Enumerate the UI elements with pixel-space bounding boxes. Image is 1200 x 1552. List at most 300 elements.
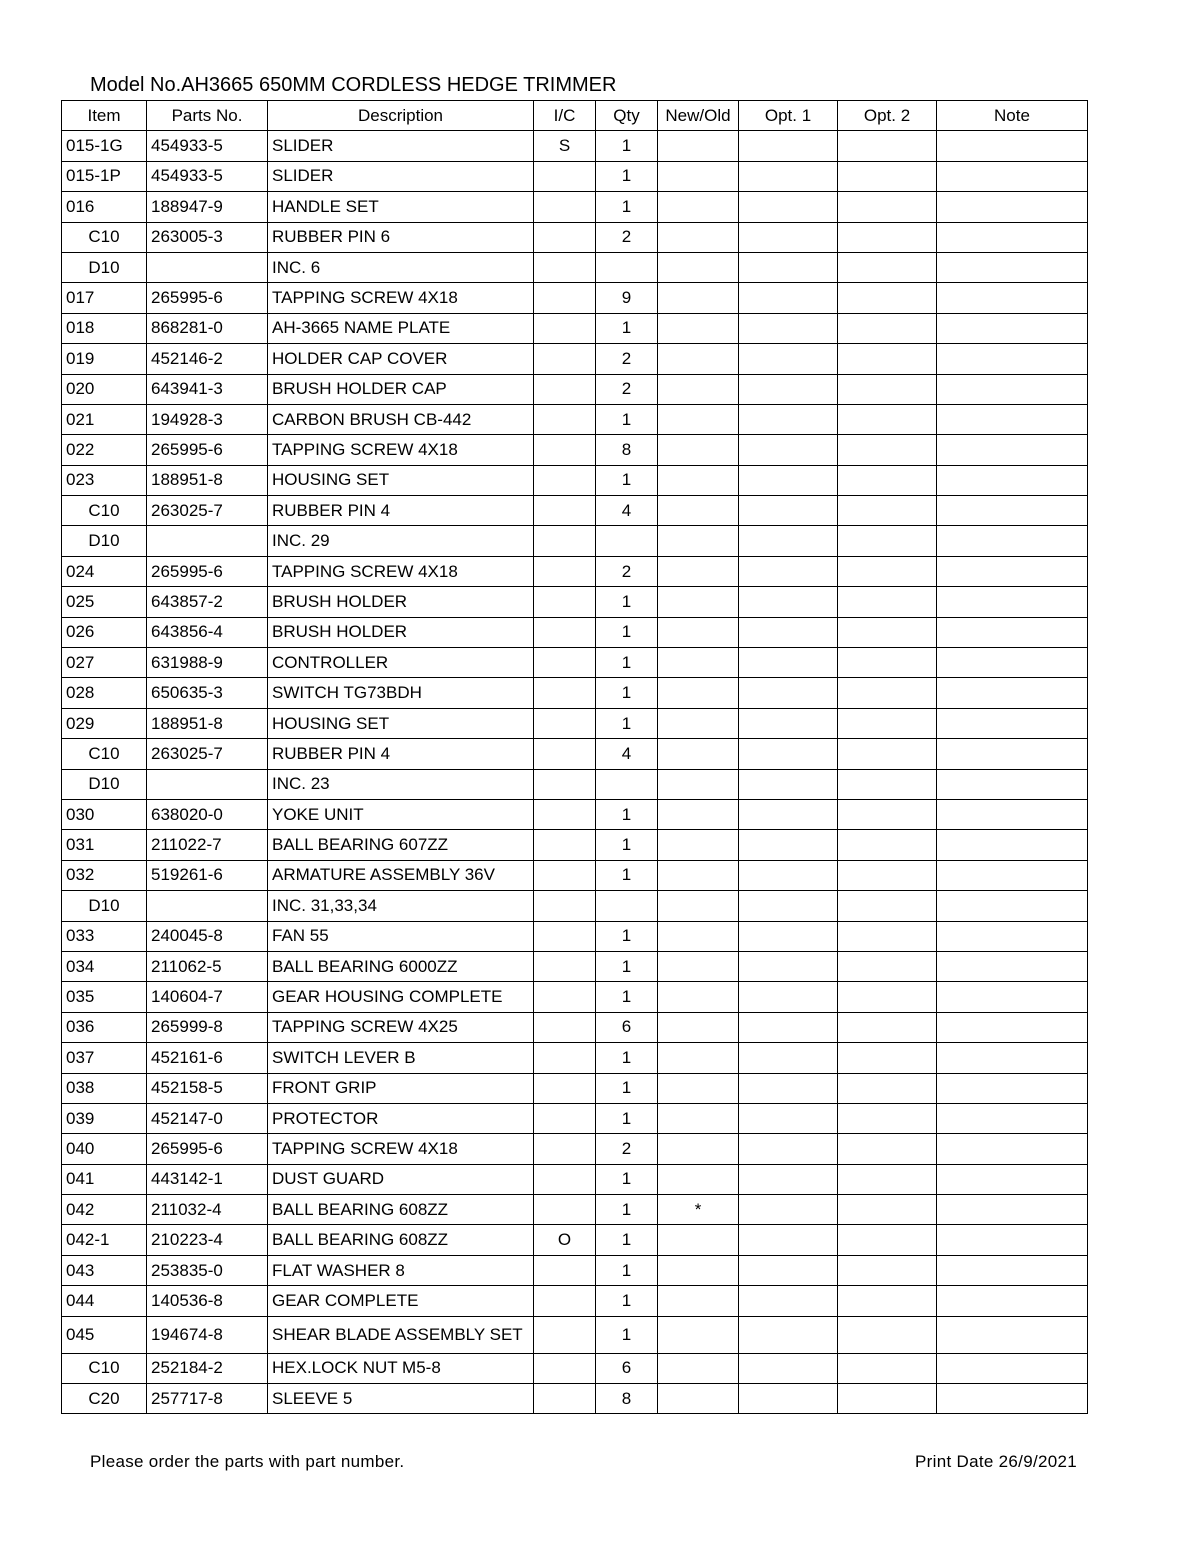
new-old-cell [658,222,739,252]
opt2-cell [838,526,937,556]
opt1-cell [739,799,838,829]
note-cell [937,344,1088,374]
new-old-cell [658,1316,739,1353]
qty-cell: 1 [596,921,658,951]
item-cell: 021 [62,404,147,434]
table-row [62,131,1088,161]
new-old-cell [658,891,739,921]
table-row [62,161,1088,191]
opt2-cell [838,708,937,738]
description-cell: HANDLE SET [268,192,534,222]
opt1-cell [739,951,838,981]
note-cell [937,1073,1088,1103]
qty-cell: 4 [596,496,658,526]
table-row [62,192,1088,222]
opt1-cell [739,678,838,708]
table-row [62,1316,1088,1353]
item-cell: 045 [62,1316,147,1353]
qty-cell: 1 [596,1073,658,1103]
description-cell: TAPPING SCREW 4X18 [268,283,534,313]
description-cell: BALL BEARING 608ZZ [268,1195,534,1225]
item-cell: 019 [62,344,147,374]
new-old-cell [658,860,739,890]
ic-cell [534,921,596,951]
ic-cell [534,404,596,434]
table-row [62,1195,1088,1225]
ic-cell [534,830,596,860]
item-cell: 034 [62,951,147,981]
table-row [62,1073,1088,1103]
opt2-cell [838,587,937,617]
ic-cell [534,1103,596,1133]
parts-no-cell: 252184-2 [147,1353,268,1383]
description-cell: TAPPING SCREW 4X18 [268,1134,534,1164]
new-old-cell [658,799,739,829]
parts-no-cell: 211022-7 [147,830,268,860]
opt1-cell [739,1073,838,1103]
item-cell: 027 [62,648,147,678]
note-cell [937,678,1088,708]
item-cell: C10 [62,1353,147,1383]
note-cell [937,1012,1088,1042]
new-old-cell [658,1043,739,1073]
description-cell: HOUSING SET [268,465,534,495]
parts-no-cell: 265995-6 [147,1134,268,1164]
parts-no-cell: 638020-0 [147,799,268,829]
opt1-cell [739,1164,838,1194]
parts-no-cell: 253835-0 [147,1255,268,1285]
description-cell: HOLDER CAP COVER [268,344,534,374]
item-cell: 041 [62,1164,147,1194]
new-old-cell [658,496,739,526]
table-row [62,556,1088,586]
parts-no-cell: 188951-8 [147,708,268,738]
parts-no-cell [147,252,268,282]
new-old-cell [658,465,739,495]
table-row [62,222,1088,252]
note-cell [937,313,1088,343]
opt2-cell [838,1073,937,1103]
parts-no-cell: 265995-6 [147,283,268,313]
ic-cell [534,374,596,404]
ic-cell [534,1012,596,1042]
description-cell: BALL BEARING 6000ZZ [268,951,534,981]
parts-no-cell: 454933-5 [147,131,268,161]
ic-cell [534,739,596,769]
qty-cell: 1 [596,678,658,708]
table-row [62,283,1088,313]
new-old-cell [658,1225,739,1255]
parts-no-cell: 443142-1 [147,1164,268,1194]
qty-cell: 2 [596,1134,658,1164]
parts-no-cell: 265999-8 [147,1012,268,1042]
description-cell: YOKE UNIT [268,799,534,829]
parts-no-cell: 140536-8 [147,1286,268,1316]
item-cell: 037 [62,1043,147,1073]
new-old-cell [658,1073,739,1103]
ic-cell [534,860,596,890]
opt1-cell [739,617,838,647]
column-header-note: Note [937,101,1088,131]
parts-no-cell: 452146-2 [147,344,268,374]
opt1-cell [739,526,838,556]
new-old-cell [658,1012,739,1042]
item-cell: C10 [62,739,147,769]
opt2-cell [838,131,937,161]
opt1-cell [739,252,838,282]
qty-cell [596,769,658,799]
ic-cell [534,192,596,222]
new-old-cell [658,1384,739,1414]
item-cell: 022 [62,435,147,465]
opt2-cell [838,1043,937,1073]
table-row [62,1012,1088,1042]
description-cell: FAN 55 [268,921,534,951]
opt2-cell [838,921,937,951]
description-cell: PROTECTOR [268,1103,534,1133]
item-cell: 018 [62,313,147,343]
table-row [62,951,1088,981]
note-cell [937,131,1088,161]
opt2-cell [838,1134,937,1164]
ic-cell [534,648,596,678]
ic-cell [534,982,596,1012]
parts-no-cell: 643856-4 [147,617,268,647]
item-cell: 043 [62,1255,147,1285]
new-old-cell [658,404,739,434]
opt2-cell [838,435,937,465]
table-row [62,739,1088,769]
parts-no-cell: 650635-3 [147,678,268,708]
qty-cell: 6 [596,1012,658,1042]
parts-no-cell: 454933-5 [147,161,268,191]
column-header-qty: Qty [596,101,658,131]
item-cell: C10 [62,496,147,526]
qty-cell: 1 [596,1195,658,1225]
opt2-cell [838,161,937,191]
parts-table [61,100,1088,1414]
opt1-cell [739,1103,838,1133]
table-row [62,982,1088,1012]
description-cell: BRUSH HOLDER CAP [268,374,534,404]
note-cell [937,830,1088,860]
opt2-cell [838,678,937,708]
print-date: Print Date 26/9/2021 [915,1452,1077,1471]
parts-no-cell: 265995-6 [147,435,268,465]
table-row [62,404,1088,434]
opt1-cell [739,830,838,860]
ic-cell [534,1353,596,1383]
description-cell: HEX.LOCK NUT M5-8 [268,1353,534,1383]
qty-cell: 1 [596,860,658,890]
table-row [62,496,1088,526]
opt1-cell [739,435,838,465]
new-old-cell [658,678,739,708]
ic-cell [534,465,596,495]
opt1-cell [739,161,838,191]
note-cell [937,951,1088,981]
opt1-cell [739,739,838,769]
parts-table-body [62,131,1088,1414]
qty-cell: 2 [596,556,658,586]
ic-cell [534,1073,596,1103]
note-cell [937,1164,1088,1194]
parts-no-cell: 211062-5 [147,951,268,981]
table-row [62,1255,1088,1285]
parts-no-cell: 240045-8 [147,921,268,951]
opt2-cell [838,556,937,586]
opt1-cell [739,283,838,313]
description-cell: BRUSH HOLDER [268,587,534,617]
parts-no-cell: 519261-6 [147,860,268,890]
qty-cell: 1 [596,404,658,434]
opt2-cell [838,496,937,526]
note-cell [937,252,1088,282]
opt1-cell [739,921,838,951]
parts-no-cell: 263025-7 [147,739,268,769]
new-old-cell [658,1164,739,1194]
description-cell: RUBBER PIN 4 [268,739,534,769]
qty-cell: 8 [596,1384,658,1414]
new-old-cell [658,648,739,678]
qty-cell: 1 [596,1286,658,1316]
ic-cell [534,222,596,252]
description-cell: INC. 23 [268,769,534,799]
ic-cell [534,556,596,586]
new-old-cell [658,192,739,222]
table-row [62,617,1088,647]
note-cell [937,1255,1088,1285]
qty-cell: 8 [596,435,658,465]
table-row [62,1225,1088,1255]
ic-cell: O [534,1225,596,1255]
table-row [62,769,1088,799]
note-cell [937,1134,1088,1164]
item-cell: 015-1G [62,131,147,161]
parts-no-cell [147,891,268,921]
item-cell: 035 [62,982,147,1012]
description-cell: GEAR COMPLETE [268,1286,534,1316]
description-cell: CONTROLLER [268,648,534,678]
table-row [62,587,1088,617]
opt1-cell [739,1043,838,1073]
new-old-cell [658,739,739,769]
note-cell [937,739,1088,769]
ic-cell [534,252,596,282]
note-cell [937,465,1088,495]
description-cell: CARBON BRUSH CB-442 [268,404,534,434]
ic-cell [534,1195,596,1225]
opt2-cell [838,313,937,343]
note-cell [937,161,1088,191]
ic-cell [534,891,596,921]
opt1-cell [739,1195,838,1225]
new-old-cell [658,617,739,647]
qty-cell: 1 [596,1225,658,1255]
description-cell: RUBBER PIN 4 [268,496,534,526]
note-cell [937,192,1088,222]
description-cell: SLIDER [268,131,534,161]
ic-cell [534,951,596,981]
parts-no-cell [147,769,268,799]
table-row [62,374,1088,404]
ic-cell [534,587,596,617]
ic-cell [534,496,596,526]
opt1-cell [739,1255,838,1285]
ic-cell [534,1384,596,1414]
opt2-cell [838,1195,937,1225]
table-row [62,860,1088,890]
description-cell: ARMATURE ASSEMBLY 36V [268,860,534,890]
column-header-parts-no: Parts No. [147,101,268,131]
item-cell: 015-1P [62,161,147,191]
item-cell: C10 [62,222,147,252]
note-cell [937,860,1088,890]
opt1-cell [739,404,838,434]
description-cell: SWITCH TG73BDH [268,678,534,708]
table-row [62,1286,1088,1316]
note-cell [937,799,1088,829]
item-cell: D10 [62,526,147,556]
item-cell: 042 [62,1195,147,1225]
description-cell: BALL BEARING 608ZZ [268,1225,534,1255]
qty-cell: 1 [596,830,658,860]
note-cell [937,1195,1088,1225]
opt2-cell [838,799,937,829]
ic-cell [534,344,596,374]
parts-no-cell: 643941-3 [147,374,268,404]
opt1-cell [739,648,838,678]
note-cell [937,526,1088,556]
opt1-cell [739,860,838,890]
note-cell [937,1353,1088,1383]
new-old-cell [658,526,739,556]
opt2-cell [838,192,937,222]
new-old-cell [658,252,739,282]
description-cell: BALL BEARING 607ZZ [268,830,534,860]
parts-no-cell: 257717-8 [147,1384,268,1414]
opt1-cell [739,465,838,495]
note-cell [937,982,1088,1012]
description-cell: AH-3665 NAME PLATE [268,313,534,343]
note-cell [937,587,1088,617]
table-row [62,435,1088,465]
ic-cell [534,313,596,343]
parts-no-cell: 631988-9 [147,648,268,678]
opt2-cell [838,465,937,495]
parts-no-cell: 265995-6 [147,556,268,586]
item-cell: 016 [62,192,147,222]
qty-cell: 2 [596,344,658,374]
opt1-cell [739,769,838,799]
qty-cell: 2 [596,222,658,252]
item-cell: 030 [62,799,147,829]
description-cell: GEAR HOUSING COMPLETE [268,982,534,1012]
note-cell [937,769,1088,799]
table-row [62,891,1088,921]
description-cell: SWITCH LEVER B [268,1043,534,1073]
new-old-cell [658,556,739,586]
ic-cell [534,678,596,708]
note-cell [937,1384,1088,1414]
table-row [62,921,1088,951]
description-cell: FRONT GRIP [268,1073,534,1103]
opt1-cell [739,131,838,161]
opt2-cell [838,648,937,678]
item-cell: 029 [62,708,147,738]
ic-cell [534,526,596,556]
new-old-cell [658,982,739,1012]
qty-cell: 1 [596,799,658,829]
description-cell: SLEEVE 5 [268,1384,534,1414]
item-cell: 031 [62,830,147,860]
opt2-cell [838,891,937,921]
item-cell: 017 [62,283,147,313]
ic-cell [534,1316,596,1353]
order-note: Please order the parts with part number. [90,1452,405,1471]
ic-cell [534,435,596,465]
opt2-cell [838,1316,937,1353]
description-cell: DUST GUARD [268,1164,534,1194]
parts-no-cell: 140604-7 [147,982,268,1012]
column-header-opt2: Opt. 2 [838,101,937,131]
opt1-cell [739,192,838,222]
opt1-cell [739,222,838,252]
qty-cell: 1 [596,708,658,738]
opt2-cell [838,1012,937,1042]
qty-cell: 1 [596,313,658,343]
item-cell: D10 [62,891,147,921]
note-cell [937,1225,1088,1255]
item-cell: 020 [62,374,147,404]
item-cell: 042-1 [62,1225,147,1255]
qty-cell [596,252,658,282]
qty-cell: 1 [596,161,658,191]
parts-no-cell: 868281-0 [147,313,268,343]
note-cell [937,891,1088,921]
page-title: Model No.AH3665 650MM CORDLESS HEDGE TRIMMER [90,74,617,96]
new-old-cell [658,313,739,343]
description-cell: INC. 29 [268,526,534,556]
table-row [62,708,1088,738]
new-old-cell [658,435,739,465]
description-cell: FLAT WASHER 8 [268,1255,534,1285]
column-header-opt1: Opt. 1 [739,101,838,131]
ic-cell [534,1043,596,1073]
table-row [62,648,1088,678]
ic-cell: S [534,131,596,161]
parts-no-cell: 211032-4 [147,1195,268,1225]
note-cell [937,1043,1088,1073]
qty-cell: 6 [596,1353,658,1383]
item-cell: 033 [62,921,147,951]
description-cell: HOUSING SET [268,708,534,738]
opt2-cell [838,1164,937,1194]
opt1-cell [739,708,838,738]
opt2-cell [838,344,937,374]
description-cell: TAPPING SCREW 4X18 [268,435,534,465]
item-cell: D10 [62,252,147,282]
qty-cell: 1 [596,1164,658,1194]
qty-cell: 4 [596,739,658,769]
table-row [62,1384,1088,1414]
new-old-cell [658,708,739,738]
column-header-ic: I/C [534,101,596,131]
opt1-cell [739,496,838,526]
opt2-cell [838,860,937,890]
ic-cell [534,769,596,799]
opt2-cell [838,617,937,647]
